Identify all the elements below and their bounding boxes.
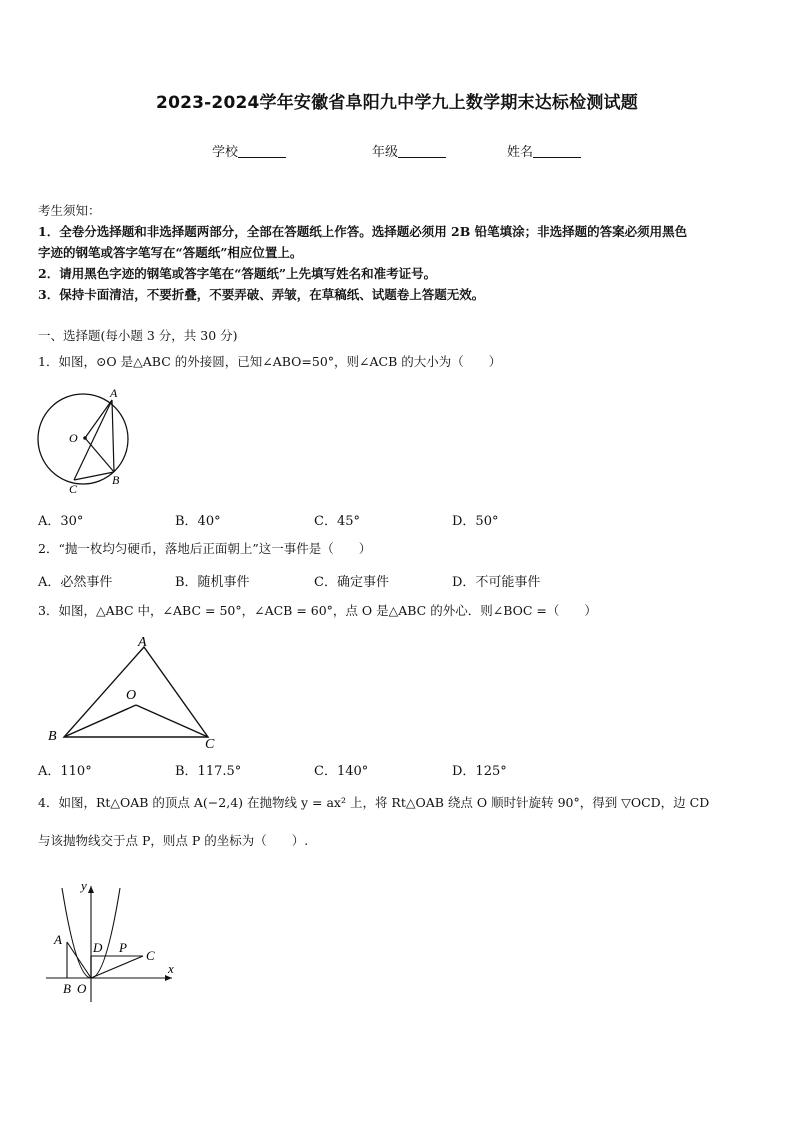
label-c: C bbox=[146, 948, 155, 963]
name-blank bbox=[533, 145, 581, 158]
notice-item: 3．保持卡面清洁，不要折叠，不要弄破、弄皱，在草稿纸、试题卷上答题无效。 bbox=[38, 287, 485, 302]
segment-bo bbox=[64, 705, 136, 737]
label-y: y bbox=[81, 878, 87, 893]
grade-label: 年级 bbox=[372, 145, 399, 160]
q3-figure bbox=[44, 633, 230, 751]
school-label: 学校 bbox=[212, 145, 239, 160]
segment-ao bbox=[67, 942, 91, 978]
label-b: B bbox=[48, 729, 57, 744]
label-c: C bbox=[69, 482, 78, 496]
page-title: 2023-2024学年安徽省阜阳九中学九上数学期末达标检测试题 bbox=[156, 93, 638, 113]
label-x: x bbox=[168, 961, 174, 976]
label-a: A bbox=[110, 386, 118, 400]
notice-heading: 考生须知： bbox=[38, 203, 101, 218]
label-d: D bbox=[93, 940, 103, 955]
q1-option-d: D．50° bbox=[452, 514, 499, 529]
q3-option-a: A．110° bbox=[38, 764, 92, 779]
q4-stem-line2: 与该抛物线交于点 P，则点 P 的坐标为（ ）. bbox=[38, 833, 309, 848]
grade-blank bbox=[398, 145, 446, 158]
segment-ob bbox=[85, 438, 114, 472]
q1-stem: 1．如图，⊙O 是△ABC 的外接圆，已知∠ABO=50°，则∠ACB 的大小为（ ） bbox=[38, 354, 502, 369]
q4-stem-line1: 4．如图，Rt△OAB 的顶点 A(−2,4) 在抛物线 y = ax² 上，将 Rt△OAB 绕点 O 顺时针旋转 90°，得到 ▽OCD，边 CD bbox=[38, 795, 710, 810]
segment-ac bbox=[74, 400, 112, 480]
segment-oc bbox=[91, 956, 143, 978]
q3-stem: 3．如图，△ABC 中，∠ABC = 50°，∠ACB = 60°，点 O 是△ABC 的外心．则∠BOC =（ ） bbox=[38, 603, 597, 618]
q1-option-b: B．40° bbox=[175, 514, 221, 529]
q4-figure bbox=[42, 874, 182, 1004]
center-point bbox=[83, 436, 87, 440]
segment-oa bbox=[85, 400, 112, 438]
q2-stem: 2．“抛一枚均匀硬币，落地后正面朝上”这一事件是（ ） bbox=[38, 541, 372, 556]
section-heading: 一、选择题(每小题 3 分，共 30 分) bbox=[38, 328, 238, 343]
grade-field bbox=[372, 141, 446, 160]
label-b: B bbox=[112, 473, 120, 487]
name-label: 姓名 bbox=[507, 145, 534, 160]
label-p: P bbox=[119, 940, 127, 955]
notice-item: 1．全卷分选择题和非选择题两部分，全部在答题纸上作答。选择题必须用 2B 铅笔填涂；非选择题的答案必须用黑色 bbox=[38, 224, 688, 239]
y-axis-arrow bbox=[88, 886, 94, 893]
segment-ab bbox=[112, 400, 114, 472]
q1-option-a: A．30° bbox=[38, 514, 84, 529]
q1-figure bbox=[36, 384, 136, 496]
notice-block bbox=[38, 200, 760, 305]
school-blank bbox=[238, 145, 286, 158]
notice-item: 2．请用黑色字迹的钢笔或答字笔在“答题纸”上先填写姓名和准考证号。 bbox=[38, 266, 437, 281]
name-field bbox=[507, 141, 581, 160]
q2-option-c: C．确定事件 bbox=[314, 575, 389, 590]
label-a: A bbox=[54, 932, 62, 947]
q1-option-c: C．45° bbox=[314, 514, 360, 529]
q3-option-d: D．125° bbox=[452, 764, 507, 779]
label-a: A bbox=[138, 635, 147, 650]
label-c: C bbox=[205, 737, 215, 751]
q2-option-d: D．不可能事件 bbox=[452, 575, 541, 590]
q2-option-a: A．必然事件 bbox=[38, 575, 113, 590]
label-o: O bbox=[77, 981, 87, 996]
label-o: O bbox=[126, 688, 137, 703]
label-b: B bbox=[63, 981, 71, 996]
q2-option-b: B．随机事件 bbox=[175, 575, 250, 590]
notice-item: 字迹的钢笔或答字笔写在“答题纸”相应位置上。 bbox=[38, 245, 303, 260]
label-o: O bbox=[69, 431, 78, 445]
q3-option-c: C．140° bbox=[314, 764, 369, 779]
school-field bbox=[212, 141, 286, 160]
q3-option-b: B．117.5° bbox=[175, 764, 242, 779]
